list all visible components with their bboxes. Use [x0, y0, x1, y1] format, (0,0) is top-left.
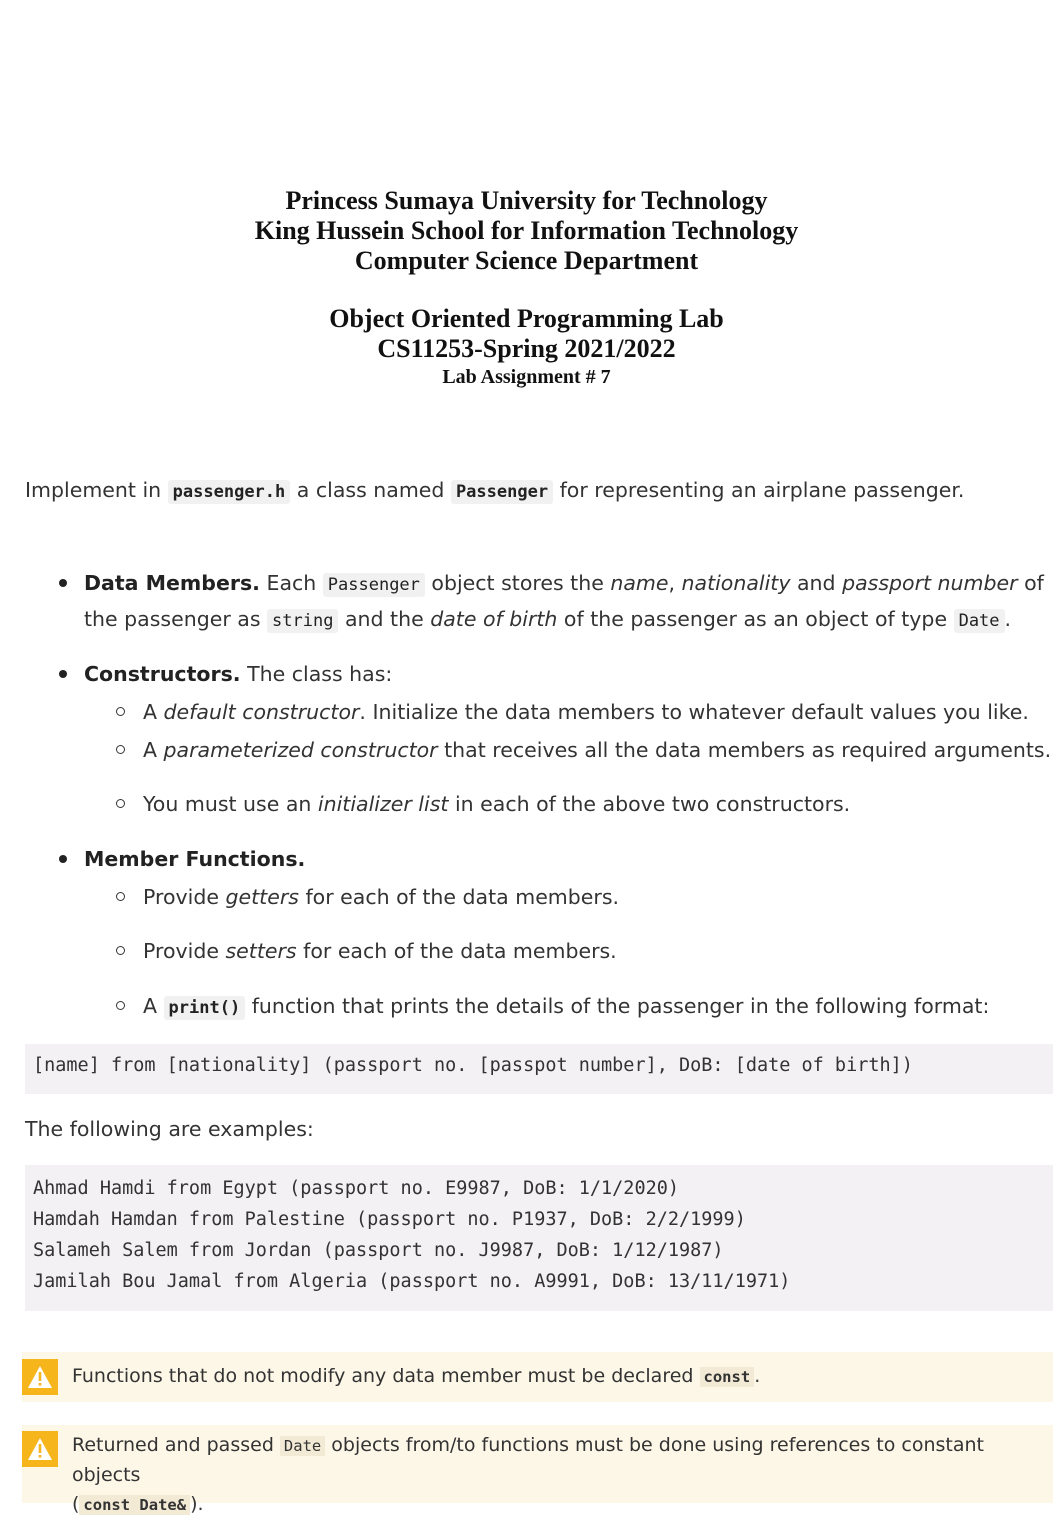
warning-icon: [22, 1359, 58, 1395]
file-name-code: passenger.h: [168, 480, 291, 504]
member-item-print: A print() function that prints the details of the passenger in the following format:: [143, 994, 990, 1018]
document-header: [0, 186, 1053, 276]
format-code-block: [25, 1044, 1053, 1094]
course-header: [0, 304, 1053, 390]
member-functions-heading: Member Functions.: [84, 847, 306, 871]
data-members-item: Data Members. Each Passenger object stores the name, nationality and passport number of the passenger as string and the date of birth of the passenger as an object of type Date .: [84, 571, 1044, 631]
example-line: Hamdah Hamdan from Palestine (passport no. P1937, DoB: 2/2/1999): [33, 1209, 746, 1230]
warning-text-const: Functions that do not modify any data member must be declared const .: [72, 1365, 761, 1387]
member-functions-heading-line: [84, 842, 305, 876]
print-function-code: print(): [164, 996, 246, 1020]
example-line: Salameh Salem from Jordan (passport no. J9987, DoB: 1/12/1987): [33, 1240, 724, 1261]
bullet: [59, 855, 67, 863]
warning-box-references: [22, 1425, 1053, 1515]
sub-bullet: [116, 892, 125, 901]
intro-paragraph: Implement in passenger.h a class named Passenger for representing an airplane passenger.: [25, 478, 965, 502]
constructor-item-default: A default constructor. Initialize the data members to whatever default values you like.: [143, 700, 1029, 724]
sub-bullet: [116, 946, 125, 955]
bullet: [59, 579, 67, 587]
sub-bullet: [116, 745, 125, 754]
sub-bullet: [116, 1001, 125, 1010]
bullet: [59, 670, 67, 678]
constructor-item-initializer: You must use an initializer list in each of the above two constructors.: [143, 792, 851, 816]
warning-text-references: Returned and passed Date objects from/to functions must be done using references to constant objects ( const Date& ).: [72, 1434, 984, 1515]
example-line: Jamilah Bou Jamal from Algeria (passport no. A9991, DoB: 13/11/1971): [33, 1271, 791, 1292]
warning-box-const: [22, 1352, 1053, 1402]
class-name-code: Passenger: [451, 480, 553, 504]
assignment-title: Lab Assignment # 7: [442, 366, 611, 388]
format-line: [name] from [nationality] (passport no. [passpot number], DoB: [date of birth]): [33, 1055, 913, 1076]
examples-label: The following are examples:: [25, 1117, 314, 1141]
sub-bullet: [116, 799, 125, 808]
constructors-heading-line: Constructors. The class has:: [84, 662, 393, 686]
warning-icon: [22, 1431, 58, 1467]
course-code-term: CS11253-Spring 2021/2022: [377, 334, 676, 363]
sub-bullet: [116, 707, 125, 716]
example-line: Ahmad Hamdi from Egypt (passport no. E9987, DoB: 1/1/2020): [33, 1178, 680, 1199]
university-name: Princess Sumaya University for Technology: [285, 186, 768, 215]
member-item-getters: Provide getters for each of the data members.: [143, 885, 620, 909]
constructor-item-parameterized: A parameterized constructor that receives all the data members as required arguments.: [143, 738, 1052, 762]
member-item-setters: Provide setters for each of the data members.: [143, 939, 617, 963]
school-name: King Hussein School for Information Technology: [254, 216, 799, 245]
course-title: Object Oriented Programming Lab: [329, 304, 724, 333]
department-name: Computer Science Department: [354, 246, 699, 275]
examples-code-block: [25, 1165, 1053, 1311]
data-members-heading: Data Members.: [84, 571, 260, 595]
constructors-heading: Constructors.: [84, 662, 241, 686]
